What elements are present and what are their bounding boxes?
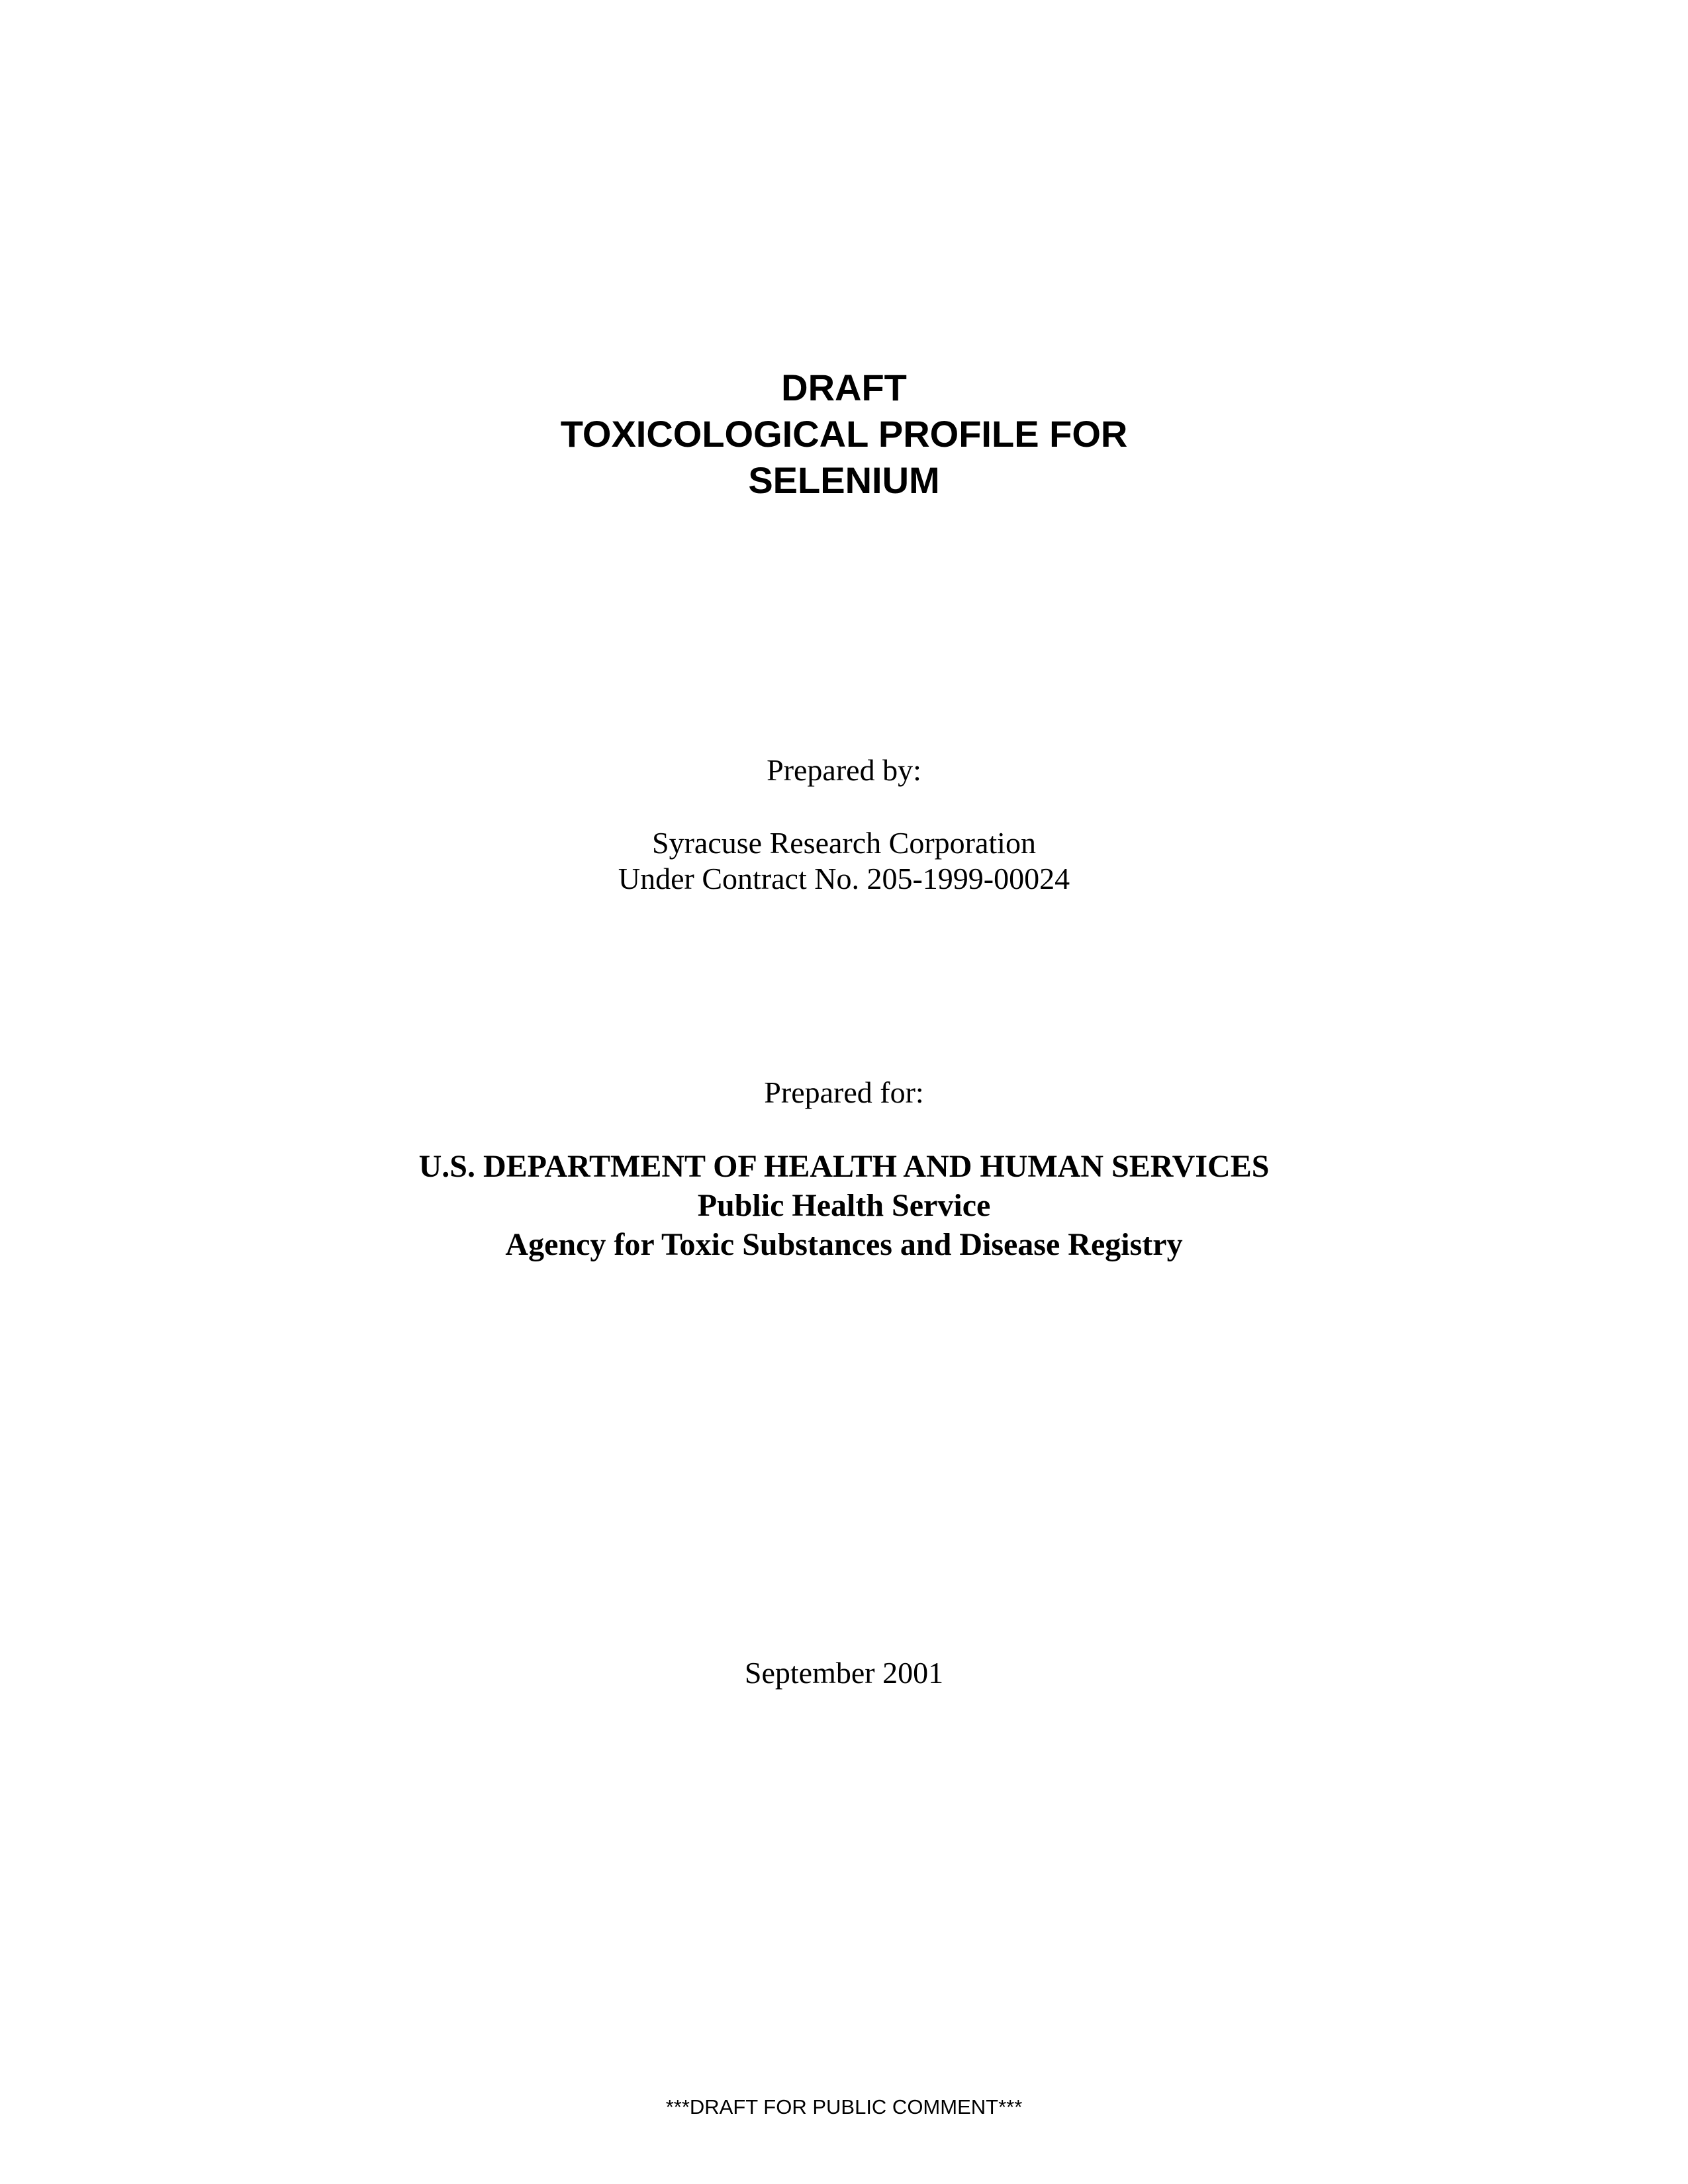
contract-number: Under Contract No. 205-1999-00024 — [618, 862, 1070, 895]
title-profile: TOXICOLOGICAL PROFILE FOR — [560, 413, 1128, 455]
prepared-for-label: Prepared for: — [764, 1075, 924, 1109]
service-name: Public Health Service — [697, 1188, 991, 1223]
publication-date: September 2001 — [744, 1656, 944, 1690]
title-substance: SELENIUM — [748, 459, 940, 501]
draft-footer: ***DRAFT FOR PUBLIC COMMENT*** — [665, 2095, 1023, 2118]
agency-name: Agency for Toxic Substances and Disease Registry — [505, 1227, 1183, 1262]
department-name: U.S. DEPARTMENT OF HEALTH AND HUMAN SERVICES — [418, 1149, 1270, 1184]
preparer-organization: Syracuse Research Corporation — [652, 826, 1036, 860]
prepared-by-label: Prepared by: — [767, 753, 921, 787]
title-draft: DRAFT — [781, 367, 907, 408]
